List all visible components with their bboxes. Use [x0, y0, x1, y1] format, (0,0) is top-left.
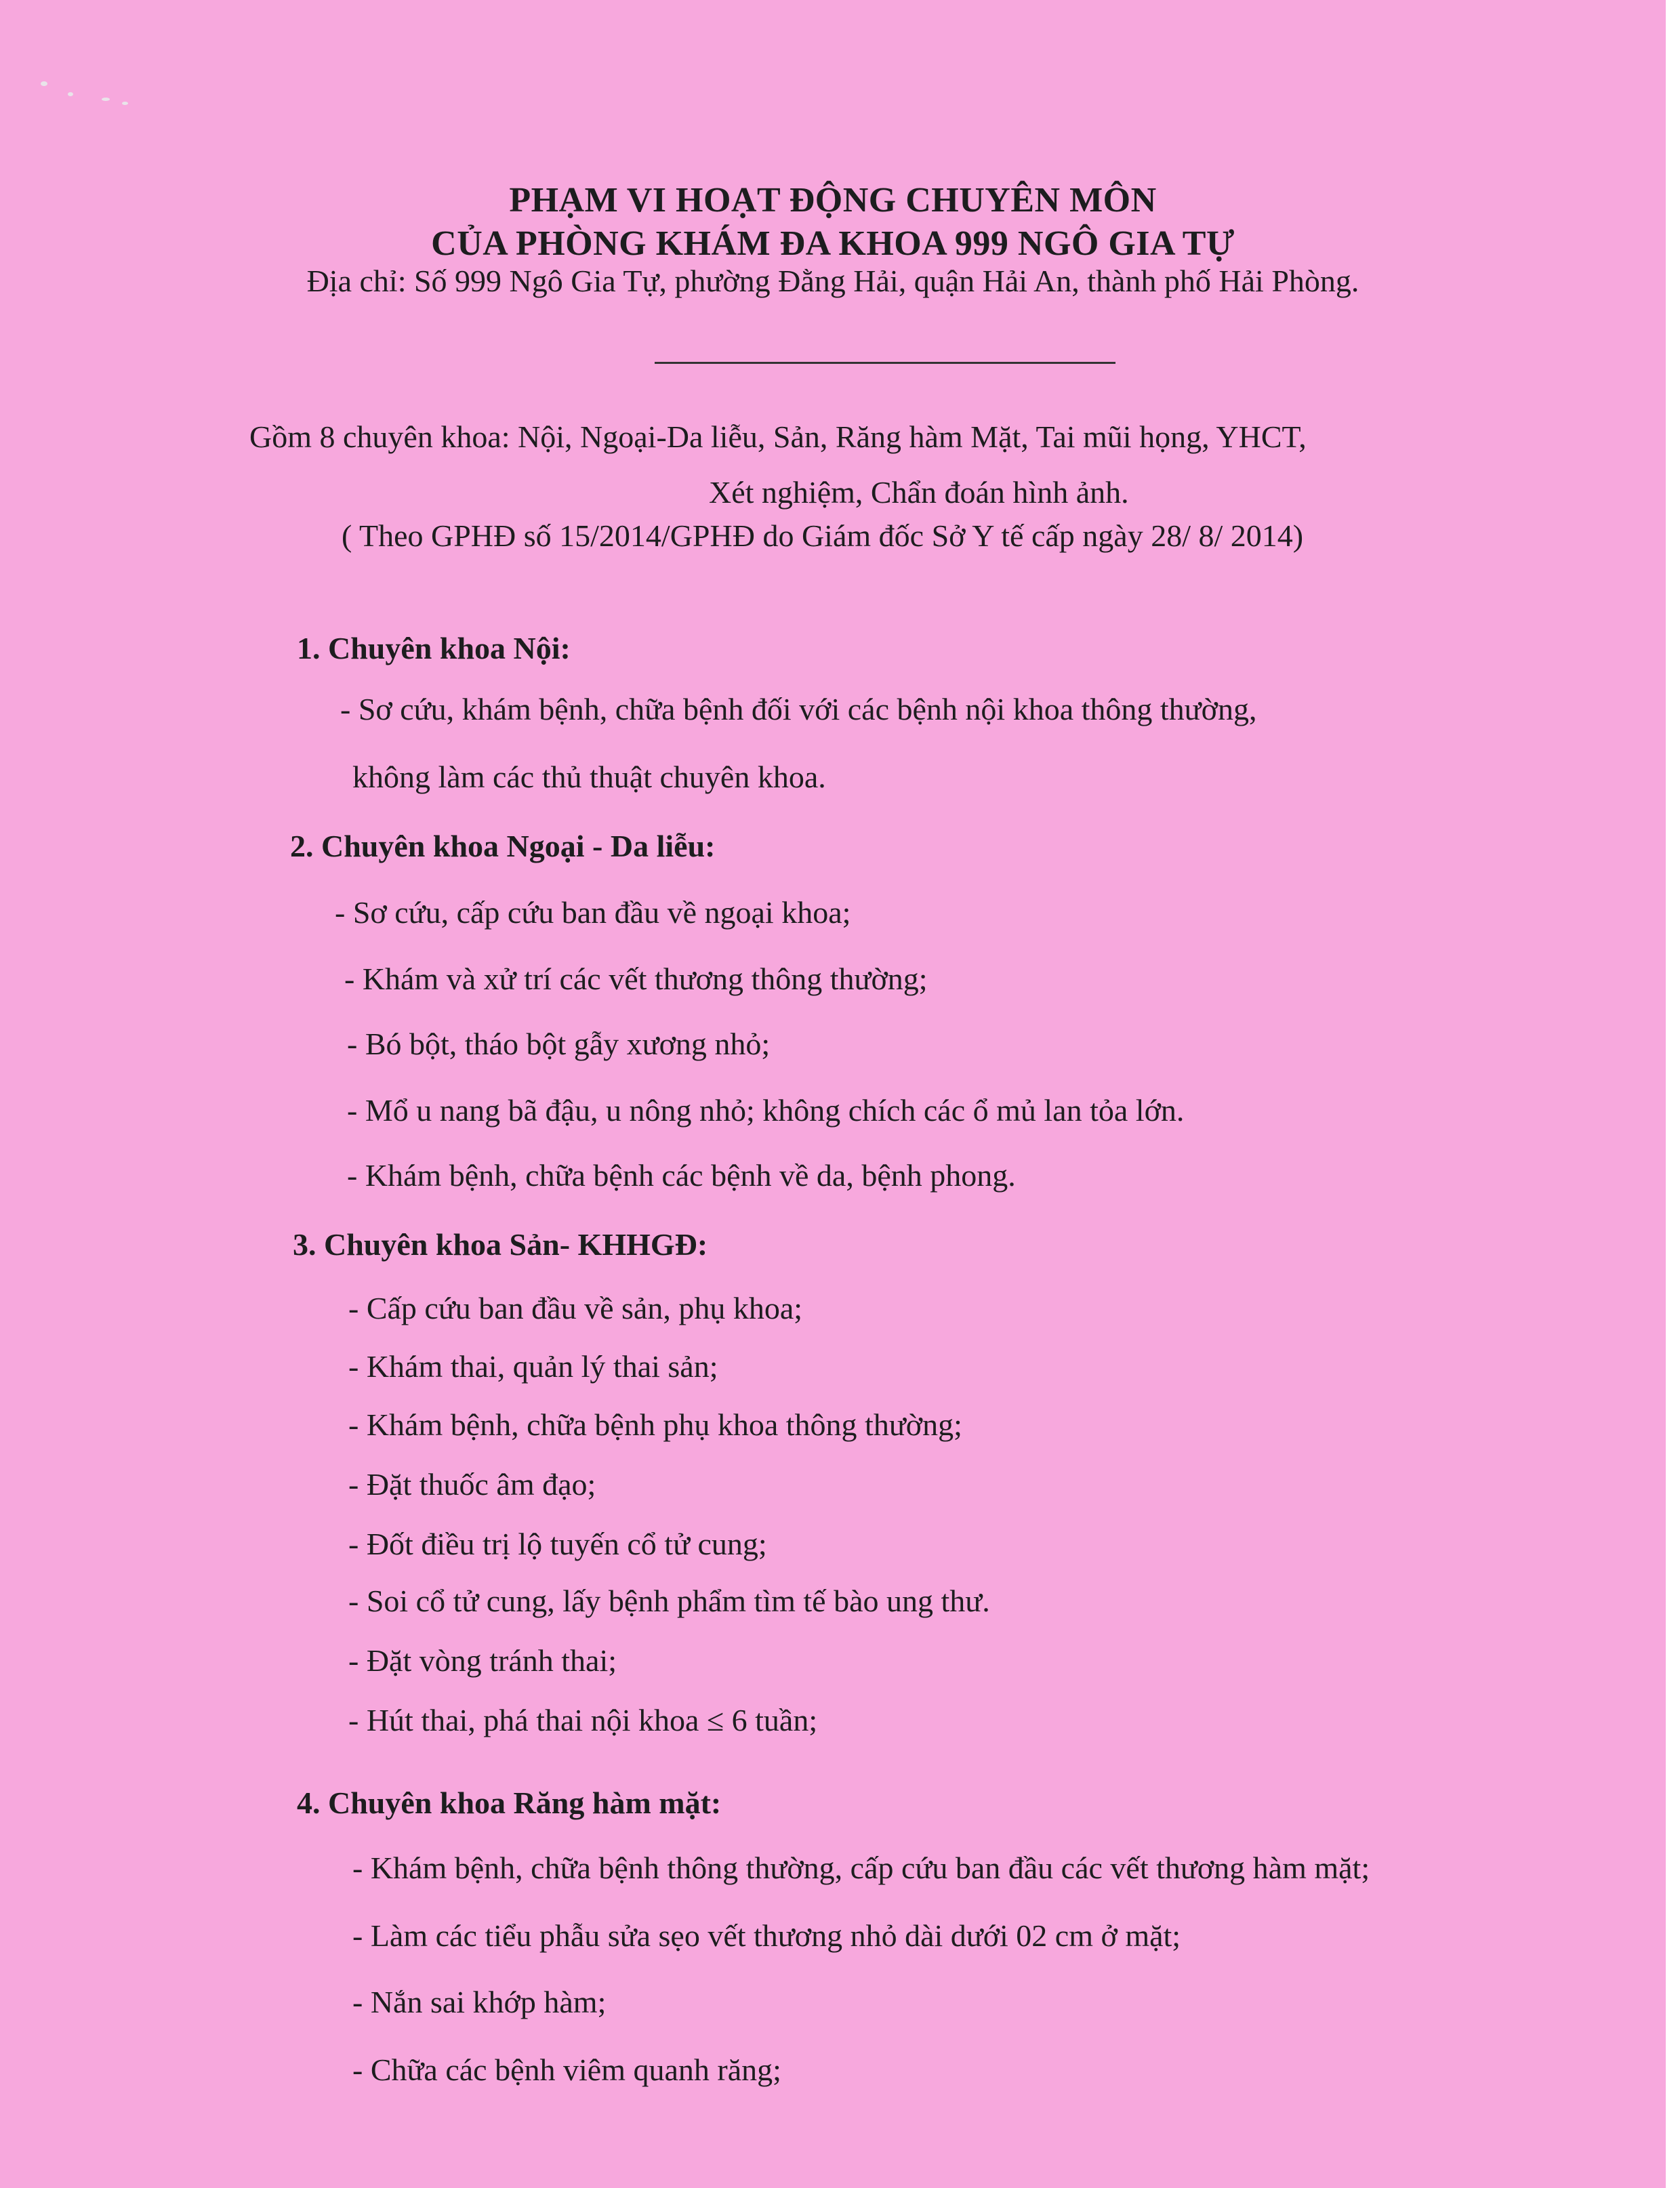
list-item: - Nắn sai khớp hàm; — [352, 1985, 607, 2019]
section-title-ngoai-da-lieu: 2. Chuyên khoa Ngoại - Da liễu: — [290, 829, 716, 863]
section-title-noi: 1. Chuyên khoa Nội: — [297, 631, 571, 665]
list-item: - Khám bệnh, chữa bệnh phụ khoa thông thường; — [348, 1407, 962, 1442]
list-item: - Khám bệnh, chữa bệnh các bệnh về da, bệnh phong. — [347, 1158, 1016, 1193]
intro-specialties-line2: Xét nghiệm, Chẩn đoán hình ảnh. — [709, 475, 1129, 510]
title-divider — [655, 362, 1115, 364]
list-item: - Bó bột, tháo bột gẫy xương nhỏ; — [347, 1027, 771, 1061]
document-title-line2: CỦA PHÒNG KHÁM ĐA KHOA 999 NGÔ GIA TỰ — [431, 224, 1235, 263]
intro-specialties-line1: Gồm 8 chuyên khoa: Nội, Ngoại-Da liễu, Sản, Răng hàm Mặt, Tai mũi họng, YHCT, — [249, 419, 1307, 454]
list-item: - Khám thai, quản lý thai sản; — [348, 1349, 718, 1384]
clinic-address: Địa chỉ: Số 999 Ngô Gia Tự, phường Đằng Hải, quận Hải An, thành phố Hải Phòng. — [306, 264, 1359, 298]
list-item: - Soi cổ tử cung, lấy bệnh phẩm tìm tế bào ung thư. — [348, 1584, 990, 1618]
document-title-line1: PHẠM VI HOẠT ĐỘNG CHUYÊN MÔN — [509, 181, 1157, 220]
scan-speck — [68, 92, 73, 96]
list-item: - Chữa các bệnh viêm quanh răng; — [352, 2052, 781, 2087]
section-title-san-khhgd: 3. Chuyên khoa Sản- KHHGĐ: — [293, 1227, 708, 1262]
scan-speck — [102, 98, 110, 101]
list-item: - Khám và xử trí các vết thương thông thường; — [344, 962, 928, 996]
list-item: - Sơ cứu, khám bệnh, chữa bệnh đối với các bệnh nội khoa thông thường, — [340, 692, 1257, 726]
list-item: không làm các thủ thuật chuyên khoa. — [352, 760, 826, 794]
list-item: - Đốt điều trị lộ tuyến cổ tử cung; — [348, 1527, 767, 1561]
scan-speck — [122, 102, 128, 105]
list-item: - Cấp cứu ban đầu về sản, phụ khoa; — [348, 1291, 803, 1325]
list-item: - Đặt vòng tránh thai; — [348, 1643, 617, 1678]
scan-speck — [41, 81, 47, 86]
list-item: - Hút thai, phá thai nội khoa ≤ 6 tuần; — [348, 1703, 818, 1737]
list-item: - Làm các tiểu phẫu sửa sẹo vết thương nhỏ dài dưới 02 cm ở mặt; — [352, 1918, 1181, 1953]
intro-license-note: ( Theo GPHĐ số 15/2014/GPHĐ do Giám đốc Sở Y tế cấp ngày 28/ 8/ 2014) — [342, 518, 1304, 553]
list-item: - Đặt thuốc âm đạo; — [348, 1467, 596, 1502]
list-item: - Khám bệnh, chữa bệnh thông thường, cấp cứu ban đầu các vết thương hàm mặt; — [352, 1851, 1370, 1885]
section-title-rang-ham-mat: 4. Chuyên khoa Răng hàm mặt: — [297, 1786, 722, 1820]
list-item: - Mổ u nang bã đậu, u nông nhỏ; không chích các ổ mủ lan tỏa lớn. — [347, 1093, 1185, 1128]
list-item: - Sơ cứu, cấp cứu ban đầu về ngoại khoa; — [335, 895, 851, 930]
